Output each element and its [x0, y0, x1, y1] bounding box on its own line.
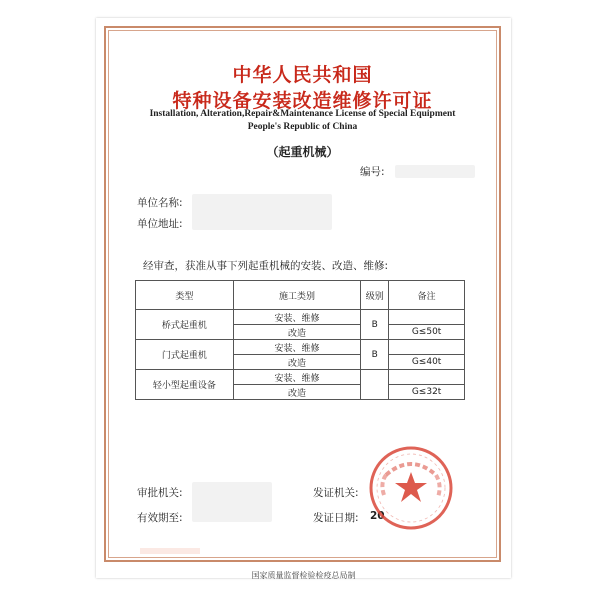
- approval-info-redacted: [192, 482, 272, 522]
- title-license: 特种设备安装改造维修许可证: [172, 90, 433, 112]
- row-type: 门式起重机: [136, 340, 234, 370]
- unit-address-label: 单位地址:: [137, 218, 183, 230]
- subtitle-category: （起重机械）: [266, 145, 339, 159]
- official-seal-icon: [368, 445, 454, 531]
- scope-table: [135, 280, 465, 400]
- table-row: [136, 340, 465, 355]
- row-item: 改造: [233, 325, 361, 340]
- issue-date-value: 20: [370, 510, 385, 522]
- title-country: 中华人民共和国: [232, 64, 373, 86]
- row-level: [361, 370, 389, 400]
- header-level: 级别: [361, 281, 389, 310]
- row-item: 安装、维修: [233, 370, 361, 385]
- row-type: 轻小型起重设备: [136, 370, 234, 400]
- row-note: G≤32t: [389, 385, 465, 400]
- title-english: Installation, Alteration,Repair&Maintenance License of Special Equipment: [149, 109, 456, 119]
- number-label: 编号:: [360, 166, 385, 178]
- issue-date-label: 发证日期:: [313, 512, 359, 524]
- row-note-blank: [389, 310, 465, 325]
- footer-issuer: 国家质量监督检验检疫总局制: [251, 571, 356, 580]
- title-english-country: People's Republic of China: [247, 122, 358, 132]
- approval-org-label: 审批机关:: [137, 487, 183, 499]
- header-type: 类型: [136, 281, 234, 310]
- header-work-category: 施工类别: [233, 281, 361, 310]
- row-note: G≤50t: [389, 325, 465, 340]
- row-type: 桥式起重机: [136, 310, 234, 340]
- row-level: B: [361, 310, 389, 340]
- row-item: 安装、维修: [233, 340, 361, 355]
- row-note-blank: [389, 370, 465, 385]
- table-row: [136, 370, 465, 385]
- unit-info-redacted: [192, 194, 332, 230]
- row-note-blank: [389, 340, 465, 355]
- row-item: 改造: [233, 385, 361, 400]
- row-note: G≤40t: [389, 355, 465, 370]
- row-level: B: [361, 340, 389, 370]
- intro-text: 经审查，获准从事下列起重机械的安装、改造、维修:: [143, 260, 389, 272]
- row-item: 安装、维修: [233, 310, 361, 325]
- valid-until-label: 有效期至:: [137, 512, 183, 524]
- row-item: 改造: [233, 355, 361, 370]
- table-header-row: [136, 281, 465, 310]
- unit-name-label: 单位名称:: [137, 197, 183, 209]
- table-row: [136, 310, 465, 325]
- faint-stamp-mark: [140, 548, 200, 554]
- header-note: 备注: [389, 281, 465, 310]
- number-redacted: [395, 165, 475, 178]
- issuing-org-label: 发证机关:: [313, 487, 359, 499]
